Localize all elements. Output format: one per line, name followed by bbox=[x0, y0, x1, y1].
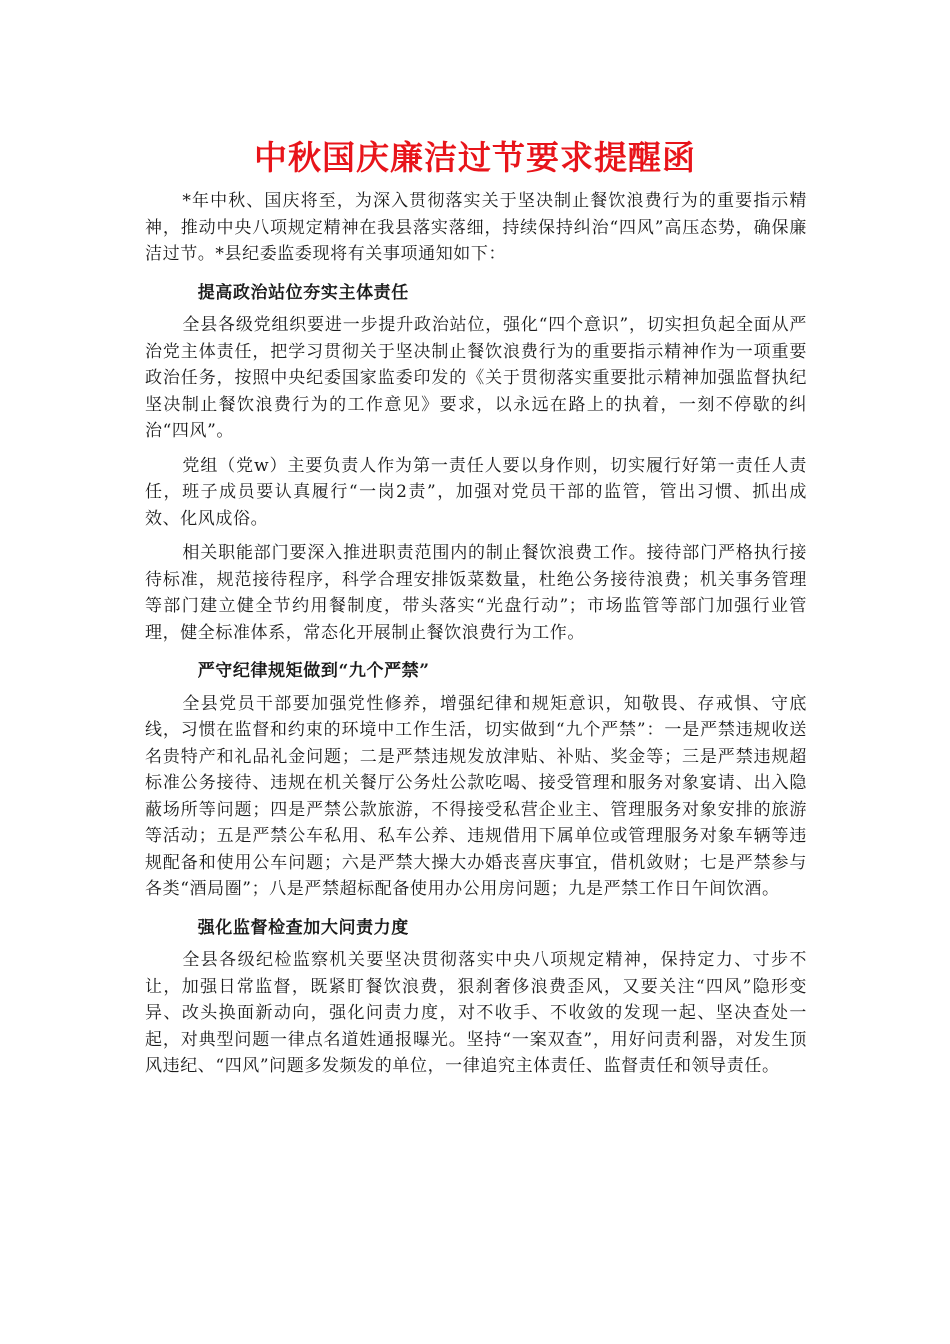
section2-paragraph-1: 全县党员干部要加强党性修养，增强纪律和规矩意识，知敬畏、存戒惧、守底线，习惯在监督和约束的环境中工作生活，切实做到“九个严禁”：一是严禁违规收送名贵特产和礼品礼金问题；二是严禁违规发放津贴、补贴、奖金等；三是严禁违规超标准公务接待、违规在机关餐厅公务灶公款吃喝、接受管理和服务对象宴请、出入隐蔽场所等问题；四是严禁公款旅游，不得接受私营企业主、管理服务对象安排的旅游等活动；五是严禁公车私用、私车公养、违规借用下属单位或管理服务对象车辆等违规配备和使用公车问题；六是严禁大操大办婚丧喜庆事宜，借机敛财；七是严禁参与各类“酒局圈”；八是严禁超标配备使用办公用房问题；九是严禁工作日午间饮酒。 bbox=[145, 693, 807, 899]
section1-paragraph-3: 相关职能部门要深入推进职责范围内的制止餐饮浪费工作。接待部门严格执行接待标准，规范接待程序，科学合理安排饭菜数量，杜绝公务接待浪费；机关事务管理等部门建立健全节约用餐制度，带头落实“光盘行动”；市场监管等部门加强行业管理，健全标准体系，常态化开展制止餐饮浪费行为工作。 bbox=[145, 543, 807, 643]
section3-heading: 强化监督检查加大问责力度 bbox=[197, 917, 409, 938]
section2-heading: 严守纪律规矩做到“九个严禁” bbox=[197, 661, 430, 681]
section1-paragraph-1: 全县各级党组织要进一步提升政治站位，强化“四个意识”，切实担负起全面从严治党主体责任，把学习贯彻关于坚决制止餐饮浪费行为的重要指示精神作为一项重要政治任务，按照中央纪委国家监委印发的《关于贯彻落实重要批示精神加强监督执纪坚决制止餐饮浪费行为的工作意见》要求，以永远在路上的执着，一刻不停歇的纠治“四风”。 bbox=[145, 315, 807, 441]
document-title: 中秋国庆廉洁过节要求提醒函 bbox=[254, 138, 696, 177]
section3-paragraph-1: 全县各级纪检监察机关要坚决贯彻落实中央八项规定精神，保持定力、寸步不让，加强日常监督，既紧盯餐饮浪费，狠刹奢侈浪费歪风，又要关注“四风”隐形变异、改头换面新动向，强化问责力度，对不收手、不收敛的发现一起、坚决查处一起，对典型问题一律点名道姓通报曝光。坚持“一案双查”，用好问责利器，对发生顶风违纪、“四风”问题多发频发的单位，一律追究主体责任、监督责任和领导责任。 bbox=[145, 950, 807, 1076]
section1-paragraph-2: 党组（党w）主要负责人作为第一责任人要以身作则，切实履行好第一责任人责任，班子成员要认真履行“一岗2责”，加强对党员干部的监管，管出习惯、抓出成效、化风成俗。 bbox=[145, 455, 807, 529]
section1-heading: 提高政治站位夯实主体责任 bbox=[197, 282, 409, 303]
document-body bbox=[145, 188, 807, 1080]
intro-paragraph: *年中秋、国庆将至，为深入贯彻落实关于坚决制止餐饮浪费行为的重要指示精神，推动中央八项规定精神在我县落实落细，持续保持纠治“四风”高压态势，确保廉洁过节。*县纪委监委现将有关事项通知如下： bbox=[145, 191, 807, 264]
